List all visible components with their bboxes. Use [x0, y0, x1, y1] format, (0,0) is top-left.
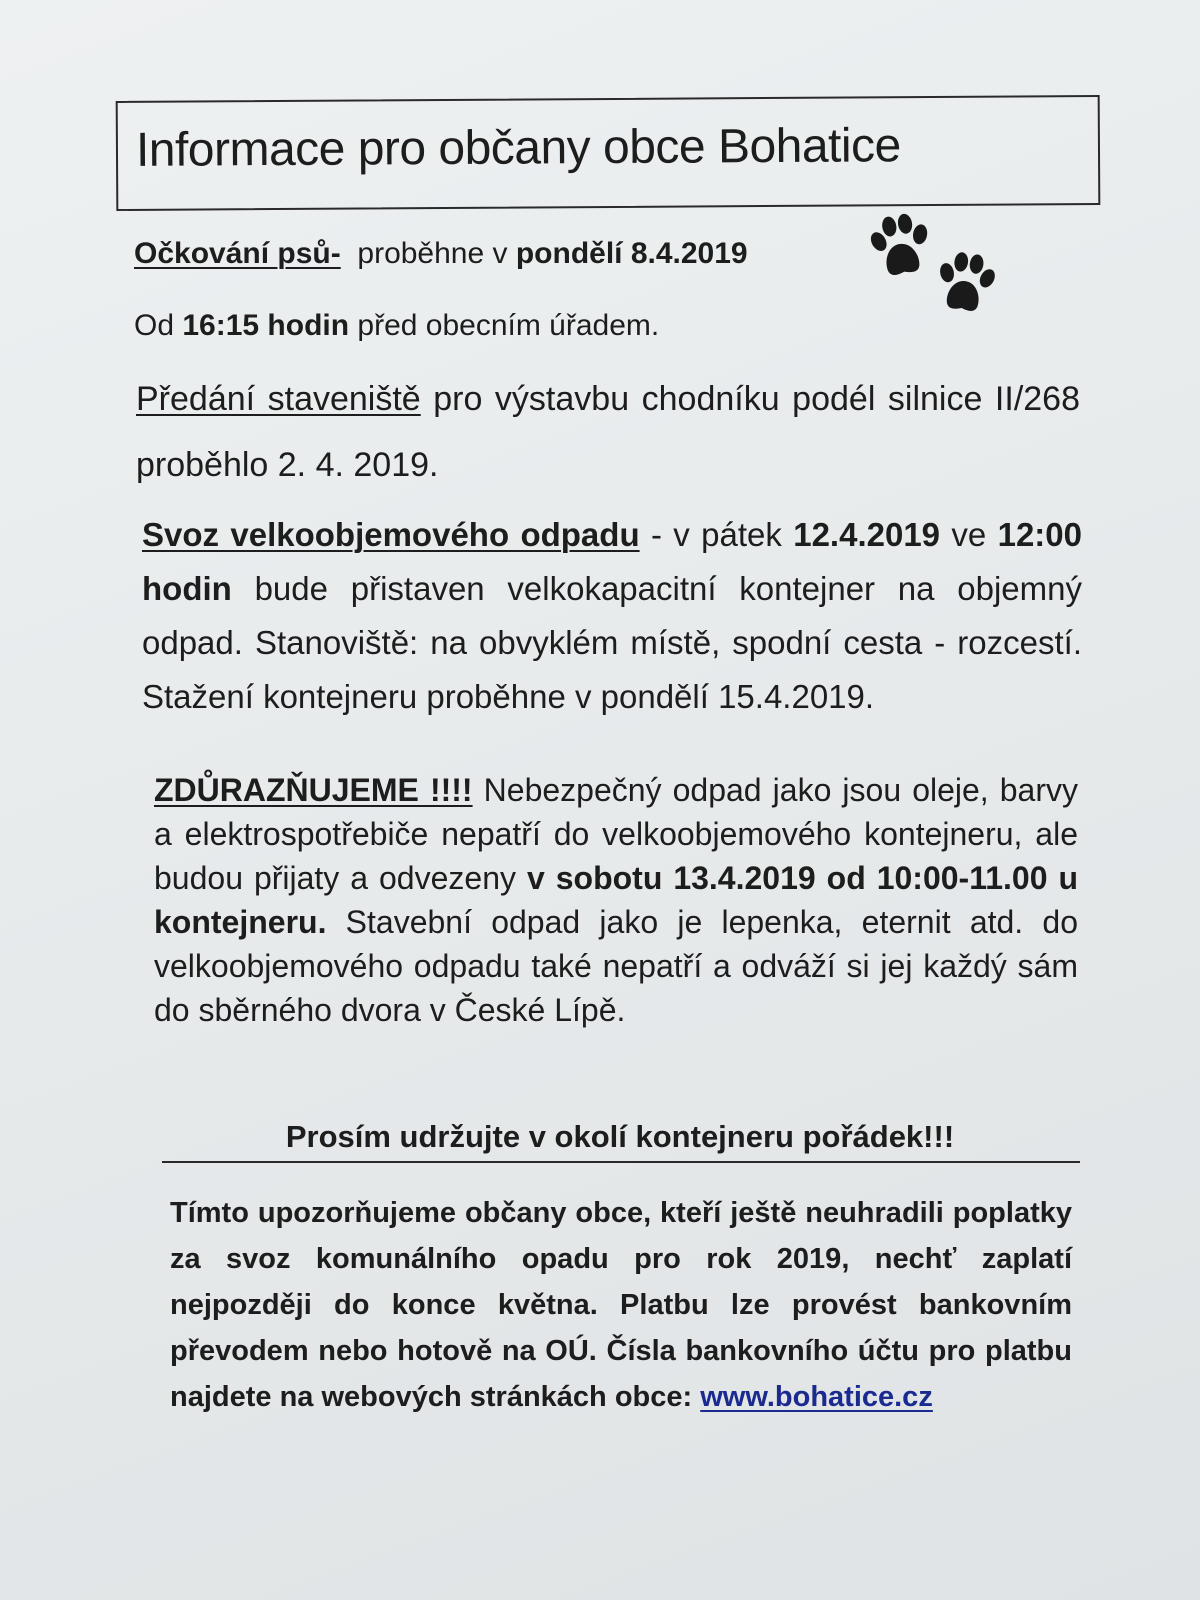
- paw-print-icon: [930, 248, 1000, 320]
- emphasis-paragraph: [154, 768, 1078, 1032]
- vaccination-text: proběhne v: [357, 237, 516, 270]
- divider-line: [162, 1161, 1080, 1163]
- vaccination-line: [134, 236, 748, 272]
- fees-paragraph: [170, 1190, 1072, 1420]
- vaccination-place: před obecním úřadem.: [349, 309, 660, 342]
- vaccination-date: pondělí 8.4.2019: [515, 237, 748, 270]
- vaccination-time-prefix: Od: [134, 309, 183, 342]
- fees-text: Tímto upozorňujeme občany obce, kteří ještě neuhradili poplatky za svoz komunálního opadu pro rok 2019, nechť zaplatí nejpozději do konce května. Platbu lze provést bankovním převodem nebo hotově na OÚ. Čísla bankovního účtu pro platbu najdete na webových stránkách obce:: [170, 1197, 1072, 1413]
- bulky-waste-date: 12.4.2019: [793, 516, 941, 553]
- emphasis-bold: v sobotu 13.4.2019 od 10:00-11.00 u kontejneru.: [154, 860, 1079, 940]
- title-box: [116, 95, 1101, 211]
- page-title: Informace pro občany obce Bohatice: [135, 119, 901, 177]
- paw-print-icon: [863, 209, 937, 285]
- website-link[interactable]: www.bohatice.cz: [700, 1381, 933, 1413]
- bulky-waste-t3: bude přistaven velkokapacitní kontejner na objemný odpad. Stanoviště: na obvyklém místě, spodní cesta - rozcestí. Stažení kontejneru proběhne v pondělí 15.4.2019.: [142, 570, 1082, 715]
- bulky-waste-t1: - v pátek: [639, 516, 794, 553]
- emphasis-t2: Stavební odpad jako je lepenka, eternit atd. do velkoobjemového odpadu také nepatří a odváží si jej každý sám do sběrného dvora v České Lípě.: [154, 904, 1078, 1028]
- emphasis-t1: Nebezpečný odpad jako jsou oleje, barvy a elektrospotřebiče nepatří do velkoobjemového kontejneru, ale budou přijaty a odvezeny: [154, 772, 1079, 896]
- vaccination-label: Očkování psů-: [134, 237, 341, 270]
- emphasis-label: ZDŮRAZŇUJEME !!!!: [154, 772, 473, 808]
- tidy-note: Prosím udržujte v okolí kontejneru pořádek!!!: [285, 1119, 955, 1154]
- vaccination-time: 16:15 hodin: [182, 309, 350, 342]
- construction-text: pro výstavbu chodníku podél silnice II/268 proběhlo 2. 4. 2019.: [136, 380, 1080, 484]
- bulky-waste-paragraph: [142, 508, 1082, 724]
- construction-label: Předání staveniště: [136, 380, 421, 418]
- construction-paragraph: [136, 366, 1080, 498]
- vaccination-time-line: [134, 308, 659, 344]
- bulky-waste-time: 12:00 hodin: [142, 516, 1082, 607]
- bulky-waste-label: Svoz velkoobjemového odpadu: [142, 516, 640, 553]
- bulky-waste-t2: ve: [940, 516, 998, 553]
